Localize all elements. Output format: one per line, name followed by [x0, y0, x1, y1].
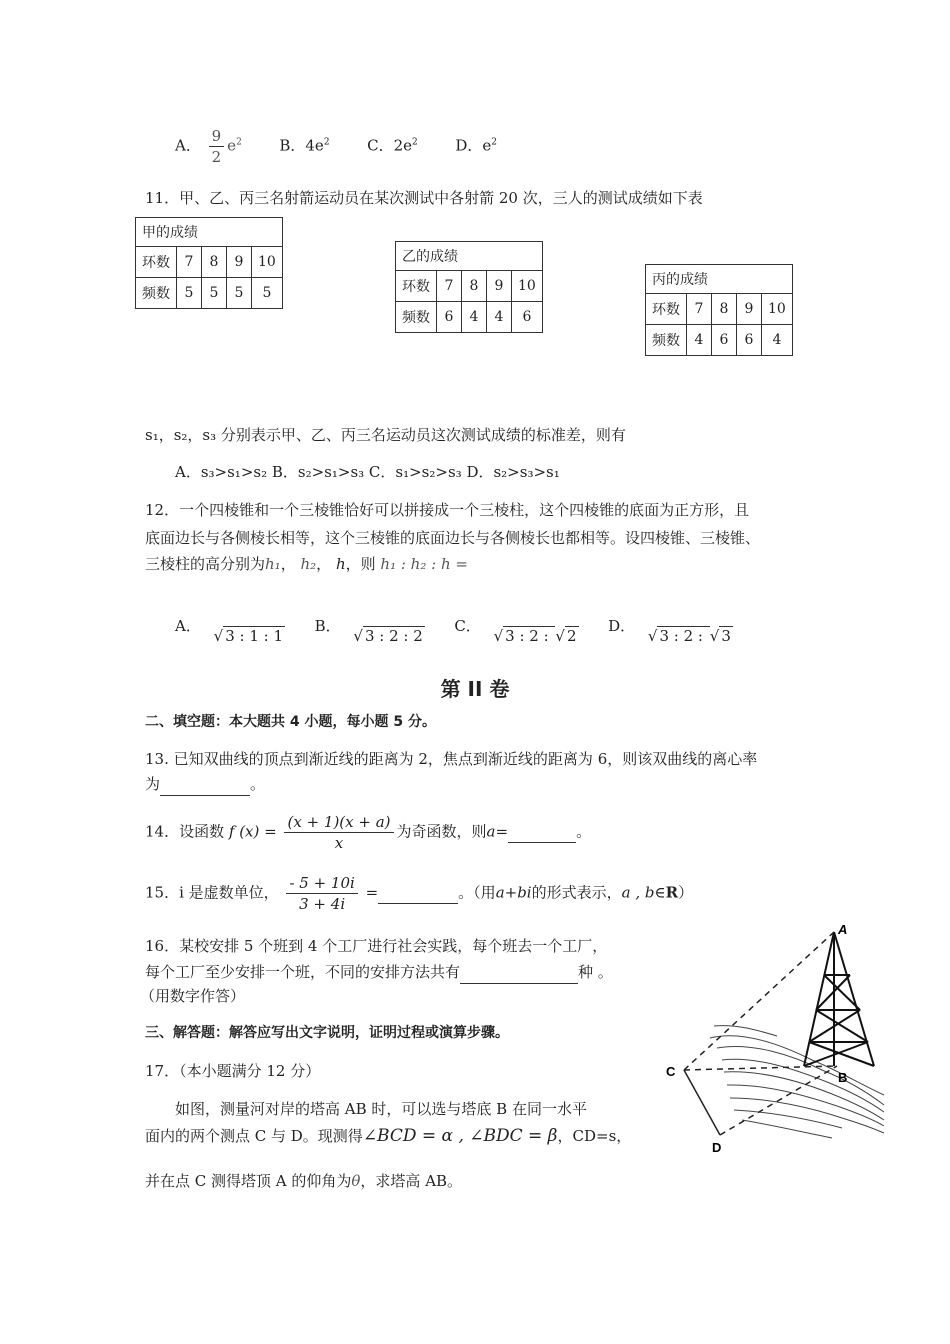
table-cell: 7 [687, 294, 712, 325]
q11-follow: s₁，s₂，s₃ 分别表示甲、乙、丙三名运动员这次测试成绩的标准差，则有 [145, 426, 626, 444]
q12-option-a: 3 : 1 : 1 [225, 627, 283, 645]
table-jia-title: 甲的成绩 [136, 218, 283, 247]
table-jia-row2-label: 频数 [136, 278, 177, 309]
table-yi [395, 241, 543, 333]
q17-line3: 并在点 C 测得塔顶 A 的仰角为θ，求塔高 AB。 [145, 1172, 463, 1190]
figure-label-c: C [666, 1064, 676, 1079]
q10-options: A． $\frac{9}{2}$ $e^2$ B．$4e^2$ C．$2e^2$ D．$e^2$ [175, 127, 497, 166]
table-cell: 8 [462, 271, 487, 302]
table-cell: 10 [762, 294, 793, 325]
q13-line2: 为 。 [145, 773, 265, 796]
table-bing-row2-label: 频数 [646, 325, 687, 356]
q12-options: A． √ 3 : 1 : 1 B． √ 3 : 2 : 2 C． √ 3 : 2 : √ 2 D． √ 3 : 2 : √ 3 [175, 617, 731, 645]
table-cell: 4 [762, 325, 793, 356]
q12-line1: 12．一个四棱锥和一个三棱锥恰好可以拼接成一个三棱柱，这个四棱锥的底面为正方形，且 [145, 501, 750, 519]
q15-answer-blank[interactable] [378, 883, 458, 904]
table-bing-title: 丙的成绩 [646, 265, 793, 294]
table-jia-row1-label: 环数 [136, 247, 177, 278]
table-bing [645, 264, 793, 356]
table-cell: 8 [712, 294, 737, 325]
q10-option-a-fraction: $\frac{9}{2}$ [209, 126, 225, 167]
table-cell: 10 [512, 271, 543, 302]
q14-fraction: $\frac{(x + 1)(x + a)}{x}$ [284, 812, 393, 853]
table-yi-row1-label: 环数 [396, 271, 437, 302]
table-bing-row1-label: 环数 [646, 294, 687, 325]
table-cell: 9 [487, 271, 512, 302]
table-cell: 6 [512, 302, 543, 333]
table-cell: 9 [737, 294, 762, 325]
table-cell: 4 [487, 302, 512, 333]
section3-heading: 三、解答题：解答应写出文字说明，证明过程或演算步骤。 [145, 1025, 509, 1041]
q11-stem: 11．甲、乙、丙三名射箭运动员在某次测试中各射箭 20 次，三人的测试成绩如下表 [145, 189, 703, 207]
table-cell: 5 [252, 278, 283, 309]
q10-option-c: C．2e [367, 136, 413, 155]
q16-line3: （用数字作答） [140, 987, 246, 1005]
q13-answer-blank[interactable] [160, 773, 250, 796]
table-cell: 5 [177, 278, 202, 309]
q16-answer-blank[interactable] [460, 961, 578, 984]
q12-line2: 底面边长与各侧棱长相等，这个三棱锥的底面边长与各侧棱长也都相等。设四棱锥、三棱锥、 [145, 529, 761, 547]
tower-figure [662, 920, 892, 1160]
table-yi-row2-label: 频数 [396, 302, 437, 333]
q15: 15．i 是虚数单位， $\frac{- 5 + 10i}{3 + 4i}$ = 。（用a+bi的形式表示，a , b∈R） [145, 874, 694, 913]
q15-fraction: $\frac{- 5 + 10i}{3 + 4i}$ [286, 873, 357, 914]
q12-option-b: 3 : 2 : 2 [364, 627, 423, 645]
q17-title: 17．（本小题满分 12 分） [145, 1062, 321, 1080]
figure-label-a: A [838, 922, 848, 937]
q10-option-a-label: A． [175, 136, 201, 155]
table-cell: 6 [712, 325, 737, 356]
q17-line1: 如图，测量河对岸的塔高 AB 时，可以选与塔底 B 在同一水平 [175, 1100, 587, 1118]
q16-line2: 每个工厂至少安排一个班，不同的安排方法共有 种 。 [145, 961, 613, 984]
figure-label-b: B [838, 1070, 848, 1085]
q12-line3: 三棱柱的高分别为h₁， h₂， h，则 h₁ : h₂ : h = [145, 555, 468, 573]
q12-option-d: √ 3 : 2 : √ 3 [647, 627, 731, 645]
table-cell: 6 [737, 325, 762, 356]
measurement-lines [684, 932, 837, 1135]
table-cell: 4 [462, 302, 487, 333]
table-cell: 4 [687, 325, 712, 356]
section2-heading: 二、填空题：本大题共 4 小题，每小题 5 分。 [145, 714, 436, 730]
figure-label-d: D [712, 1140, 722, 1155]
q12-option-c: √ 3 : 2 : √ 2 [493, 627, 577, 645]
tower [804, 932, 874, 1066]
table-cell: 8 [202, 247, 227, 278]
table-cell: 7 [437, 271, 462, 302]
q10-option-b: B．4e [279, 136, 324, 155]
q11-options: A．s₃>s₁>s₂ B．s₂>s₁>s₃ C．s₁>s₂>s₃ D．s₂>s₃>s₁ [175, 463, 560, 481]
table-jia [135, 217, 283, 309]
q14: 14．设函数 f (x) = $\frac{(x + 1)(x + a)}{x}$ 为奇函数，则a= 。 [145, 813, 592, 852]
table-cell: 6 [437, 302, 462, 333]
q13-line1: 13. 已知双曲线的顶点到渐近线的距离为 2，焦点到渐近线的距离为 6，则该双曲线的离心率 [145, 750, 758, 768]
part2-title: 第 II 卷 [440, 677, 510, 701]
q14-answer-blank[interactable] [508, 822, 576, 843]
table-cell: 10 [252, 247, 283, 278]
q10-option-d: D．e [455, 136, 492, 155]
q16-line1: 16．某校安排 5 个班到 4 个工厂进行社会实践，每个班去一个工厂， [145, 937, 608, 955]
table-cell: 5 [202, 278, 227, 309]
table-cell: 9 [227, 247, 252, 278]
table-cell: 7 [177, 247, 202, 278]
q17-line2: 面内的两个测点 C 与 D。现测得∠BCD = α , ∠BDC = β，CD=s， [145, 1126, 632, 1146]
table-yi-title: 乙的成绩 [396, 242, 543, 271]
table-cell: 5 [227, 278, 252, 309]
